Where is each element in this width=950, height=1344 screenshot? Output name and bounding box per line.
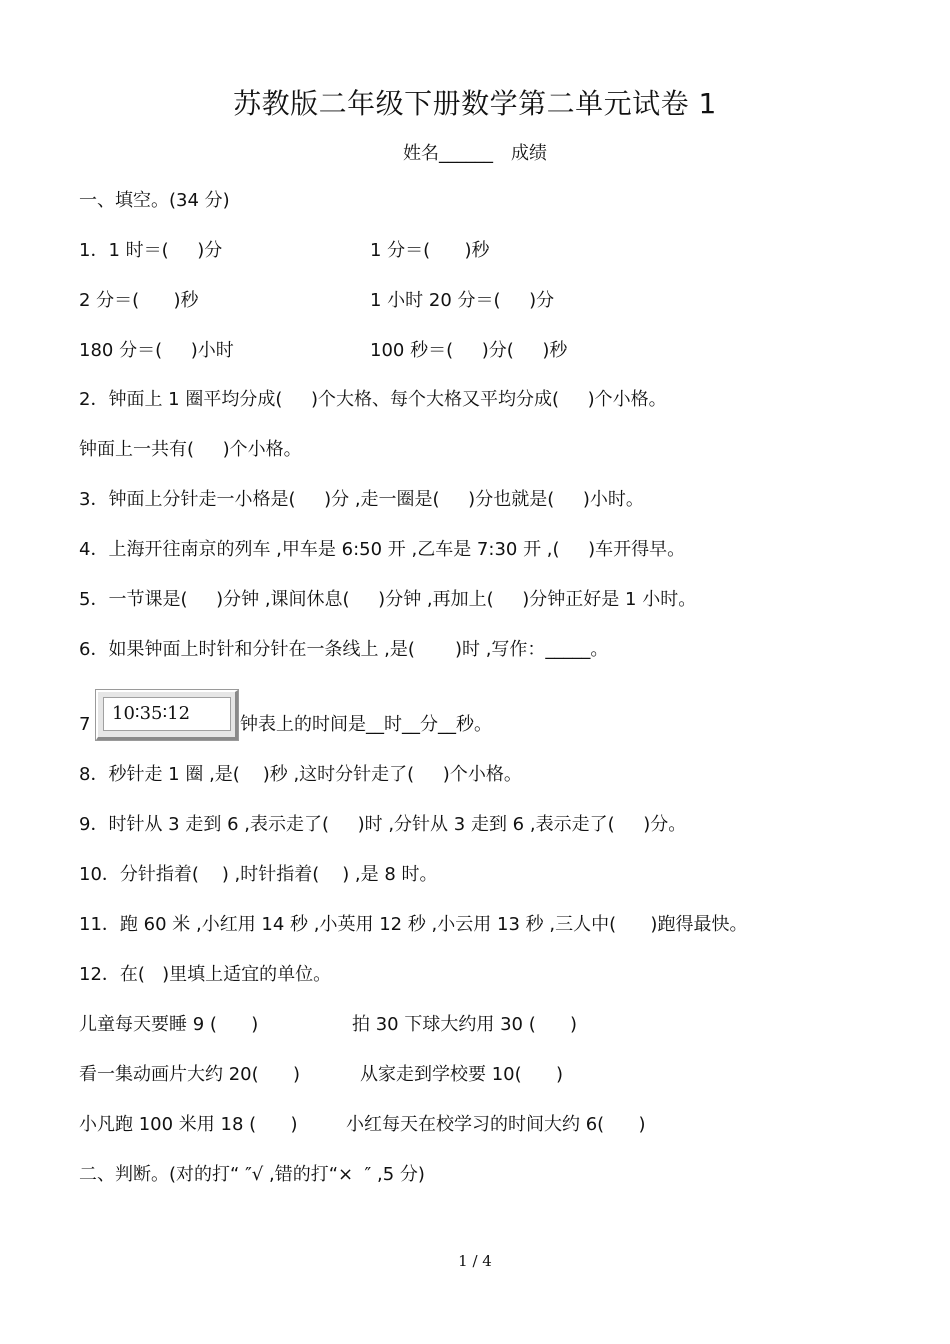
q12-f: 小红每天在校学习的时间大约 6( ) [346, 1114, 646, 1135]
q4: 4．上海开往南京的列车 ,甲车是 6:50 开 ,乙车是 7:30 开 ,( )车开得早。 [79, 539, 686, 560]
q1-e: 180 分＝( )小时 [79, 340, 234, 361]
q10: 10．分针指着( ) ,时针指着( ) ,是 8 时。 [79, 864, 438, 885]
q12: 12．在( )里填上适宜的单位。 [79, 964, 332, 985]
q7-text: 钟表上的时间是__时__分__秒。 [240, 714, 492, 735]
section1-heading: 一、填空。(34 分) [79, 190, 230, 211]
q12-d: 从家走到学校要 10( ) [360, 1064, 564, 1085]
q1-f: 100 秒＝( )分( )秒 [370, 340, 568, 361]
q5: 5．一节课是( )分钟 ,课间休息( )分钟 ,再加上( )分钟正好是 1 小时。 [79, 589, 697, 610]
q1-d: 1 小时 20 分＝( )分 [370, 290, 555, 311]
q12-b: 拍 30 下球大约用 30 ( ) [352, 1014, 578, 1035]
digital-clock [96, 690, 238, 740]
q2-b: 钟面上一共有( )个小格。 [79, 439, 302, 460]
q6: 6．如果钟面上时针和分针在一条线上 ,是( )时 ,写作：_____。 [79, 639, 609, 660]
q1-b: 1 分＝( )秒 [370, 240, 490, 261]
q11: 11．跑 60 米 ,小红用 14 秒 ,小英用 12 秒 ,小云用 13 秒 ,三人中( )跑得最快。 [79, 914, 748, 935]
section2-heading: 二、判断。(对的打“ ″√ ,错的打“× ″ ,5 分) [79, 1164, 425, 1185]
q1-c: 2 分＝( )秒 [79, 290, 199, 311]
q3: 3．钟面上分针走一小格是( )分 ,走一圈是( )分也就是( )小时。 [79, 489, 644, 510]
digital-clock-display: 10∶35∶12 [103, 697, 231, 731]
score-label: 成绩 [511, 143, 547, 164]
q12-a: 儿童每天要睡 9 ( ) [79, 1014, 259, 1035]
q12-c: 看一集动画片大约 20( ) [79, 1064, 301, 1085]
q2-a: 2．钟面上 1 圈平均分成( )个大格、每个大格又平均分成( )个小格。 [79, 389, 667, 410]
q7-number: 7 [79, 714, 91, 735]
page-number: 1 / 4 [458, 1252, 492, 1270]
page-title: 苏教版二年级下册数学第二单元试卷 1 [233, 87, 717, 120]
q1-a: 1．1 时＝( )分 [79, 240, 223, 261]
q12-e: 小凡跑 100 米用 18 ( ) [79, 1114, 298, 1135]
q9: 9．时针从 3 走到 6 ,表示走了( )时 ,分针从 3 走到 6 ,表示走了( )分。 [79, 814, 687, 835]
name-score-line [0, 139, 950, 165]
name-label: 姓名______ [403, 143, 493, 164]
q8: 8．秒针走 1 圈 ,是( )秒 ,这时分针走了( )个小格。 [79, 764, 522, 785]
